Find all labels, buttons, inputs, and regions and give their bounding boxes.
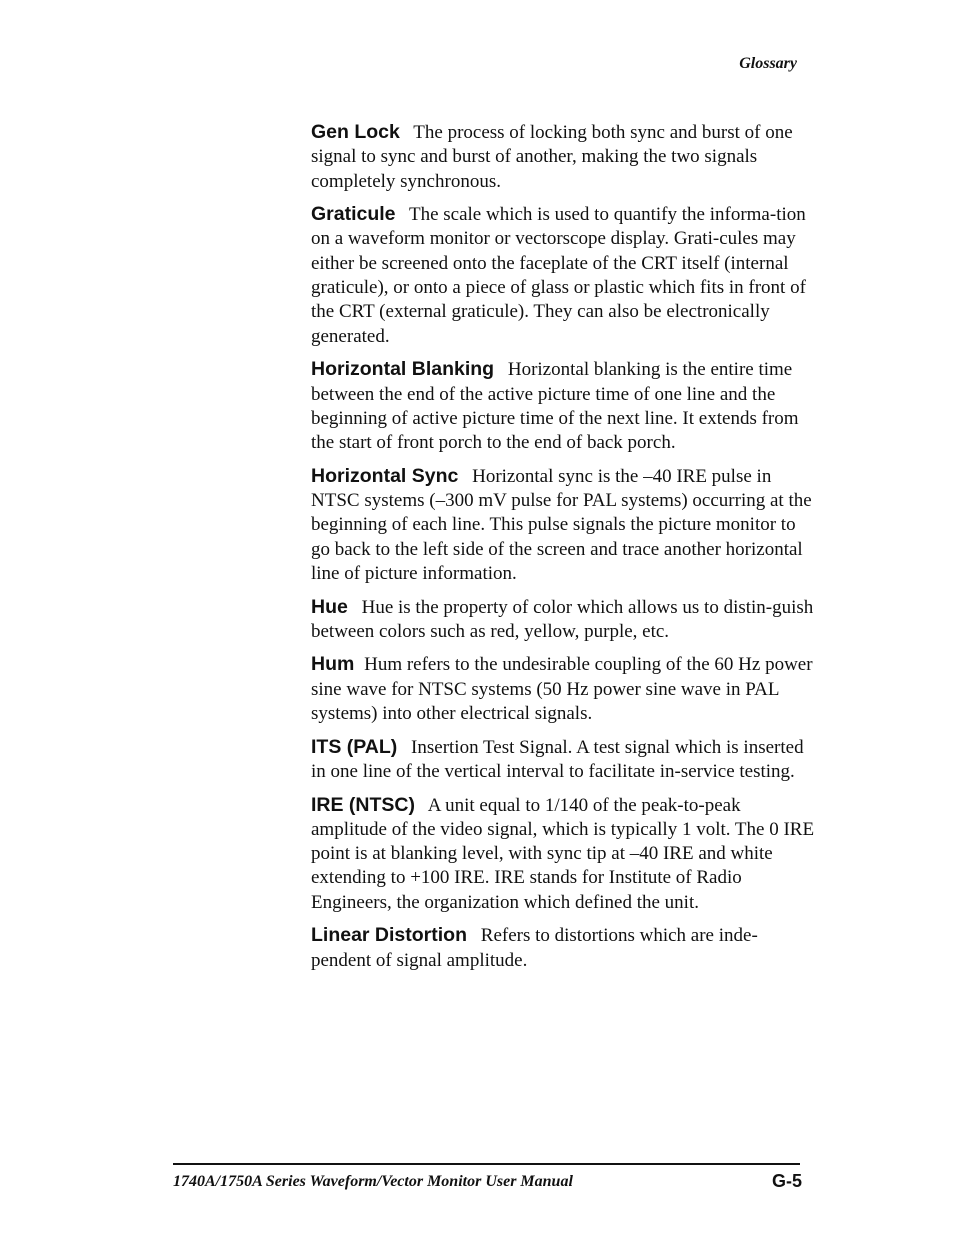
glossary-definition: Hum refers to the undesirable coupling of the 60 Hz power sine wave for NTSC systems (50 Hz power sine wave in PAL systems) into other electrical signals. (311, 654, 813, 725)
glossary-entry-horizontal-blanking (311, 357, 816, 455)
running-header: Glossary (739, 55, 797, 72)
glossary-term: Hum (311, 653, 355, 676)
glossary-term: Linear Distortion (311, 924, 468, 947)
footer-page-number: G-5 (771, 1171, 802, 1191)
glossary-entry-linear-distortion (311, 923, 816, 973)
glossary-definition: Refers to distortions which are inde-pendent of signal amplitude. (311, 925, 758, 971)
glossary-entry-gen-lock (311, 120, 816, 194)
glossary-entry-horizontal-sync (311, 464, 816, 586)
glossary-definition: Horizontal sync is the –40 IRE pulse in NTSC systems (–300 mV pulse for PAL systems) occurring at the beginning of each line. This pulse signals the picture monitor to go back to the left side of the screen and trace another horizontal line of picture information. (311, 465, 812, 584)
glossary-term: ITS (PAL) (311, 735, 398, 758)
glossary-entry-hum (311, 652, 816, 726)
glossary-definition: The scale which is used to quantify the informa-tion on a waveform monitor or vectorscope display. Grati-cules may either be screened onto the faceplate of the CRT itself (internal graticule), or onto a piece of glass or plastic which fits in front of the CRT (external graticule). They can also be electronically generated. (311, 204, 806, 347)
glossary-entry-hue (311, 595, 816, 645)
glossary-term: IRE (NTSC) (311, 793, 415, 816)
glossary-definition: A unit equal to 1/140 of the peak-to-peak amplitude of the video signal, which is typically 1 volt. The 0 IRE point is at blanking level, with sync tip at –40 IRE and white extending to +100 IRE. IRE stands for Institute of Radio Engineers, the organization which defined the unit. (311, 794, 815, 913)
glossary-definition: Horizontal blanking is the entire time between the end of the active picture time of one line and the beginning of active picture time of the next line. It extends from the start of front porch to the end of back porch. (311, 359, 799, 454)
glossary-term: Hue (311, 595, 348, 618)
glossary-entry-its-pal (311, 735, 816, 785)
glossary-definition: The process of locking both sync and burst of one signal to sync and burst of another, making the two signals completely synchronous. (311, 122, 793, 192)
glossary-term: Graticule (311, 203, 396, 226)
glossary-entry-graticule (311, 202, 816, 349)
glossary-definition: Insertion Test Signal. A test signal which is inserted in one line of the vertical interval to facilitate in-service testing. (311, 736, 804, 782)
footer-manual-title: 1740A/1750A Series Waveform/Vector Monitor User Manual (173, 1173, 573, 1190)
glossary-term: Horizontal Sync (311, 464, 459, 487)
glossary-definition: Hue is the property of color which allows us to distin-guish between colors such as red, yellow, purple, etc. (311, 596, 814, 642)
glossary-term: Gen Lock (311, 121, 400, 143)
glossary-term: Horizontal Blanking (311, 358, 495, 381)
footer-divider (173, 1163, 800, 1165)
glossary-entry-ire-ntsc (311, 793, 816, 915)
glossary-entries (311, 120, 816, 981)
